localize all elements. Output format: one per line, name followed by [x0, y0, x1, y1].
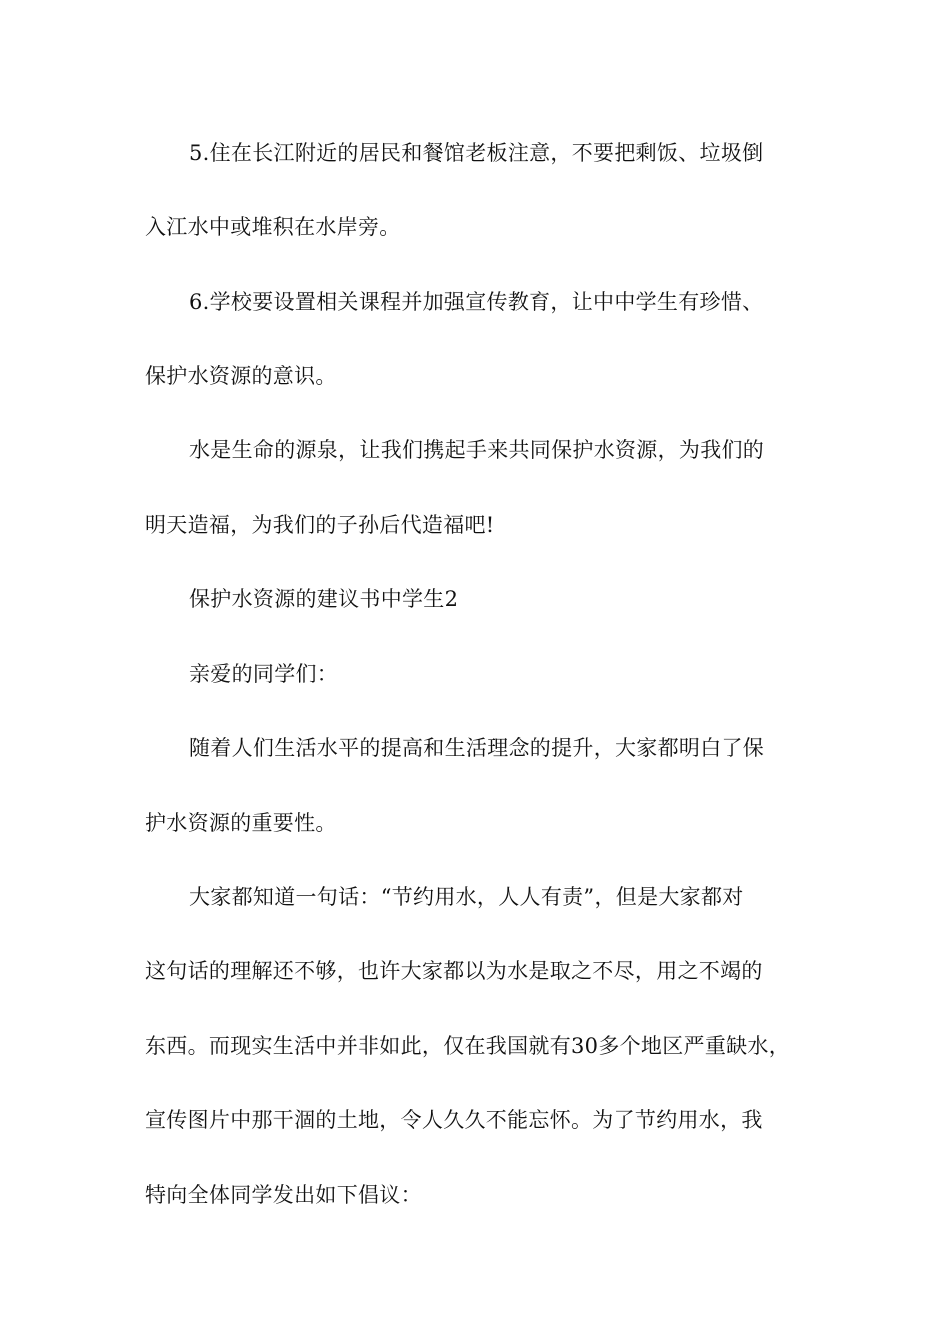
- paragraph-line-10: 护水资源的重要性。: [145, 811, 337, 835]
- paragraph-line-14: 宣传图片中那干涸的土地，令人久久不能忘怀。为了节约用水，我: [145, 1108, 763, 1132]
- paragraph-line-9: 随着人们生活水平的提高和生活理念的提升，大家都明白了保: [189, 736, 765, 760]
- paragraph-line-12: 这句话的理解还不够，也许大家都以为水是取之不尽，用之不竭的: [145, 959, 763, 983]
- paragraph-line-4: 保护水资源的意识。: [145, 364, 337, 388]
- paragraph-line-13: 东西。而现实生活中并非如此，仅在我国就有30多个地区严重缺水，: [145, 1034, 791, 1058]
- section-heading: 保护水资源的建议书中学生2: [189, 587, 459, 611]
- paragraph-line-11: 大家都知道一句话：“节约用水，人人有责”，但是大家都对: [189, 885, 744, 909]
- paragraph-line-6: 明天造福，为我们的子孙后代造福吧!: [145, 513, 495, 537]
- paragraph-line-2: 入江水中或堆积在水岸旁。: [145, 215, 401, 239]
- paragraph-line-5: 水是生命的源泉，让我们携起手来共同保护水资源，为我们的: [189, 438, 765, 462]
- paragraph-line-3: 6.学校要设置相关课程并加强宣传教育，让中中学生有珍惜、: [189, 290, 764, 314]
- paragraph-line-15: 特向全体同学发出如下倡议：: [145, 1183, 422, 1207]
- paragraph-line-1: 5.住在长江附近的居民和餐馆老板注意，不要把剩饭、垃圾倒: [189, 141, 764, 165]
- salutation: 亲爱的同学们：: [189, 662, 339, 686]
